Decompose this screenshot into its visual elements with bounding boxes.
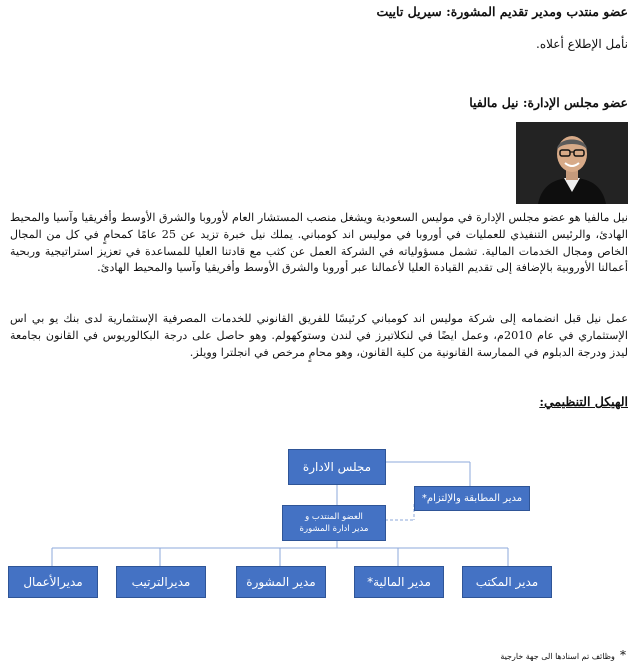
managing-director-note: نأمل الإطلاع أعلاه.: [536, 37, 628, 51]
footnote-star: *: [620, 648, 626, 662]
board-member-bio-paragraph-1: نيل مالفيا هو عضو مجلس الإدارة في موليس السعودية ويشغل منصب المستشار العام لأوروبا والشرق الأوسط وأفريقيا وآسيا والمحيط الهادئ، والرئيس التنفيذي للعمليات في أوروبا في موليس اند كومباني. يملك نيل خبرة تزيد عن 25 عامًا كمحامٍ في كل من المجال الخاص ومجال الخدمات المالية. تشمل مسؤولياته في الشركة العمل عن كثب مع قادتنا العليا للمساعدة في تعزيز استراتيجية وربحية أعمالنا الأوروبية بالإضافة إلى تقديم القيادة العليا لأعمالنا عبر أوروبا والشرق الأوسط وأفريقيا وآسيا والمحيط الهادئ.: [10, 211, 628, 275]
org-box-managing-director: [282, 505, 386, 541]
org-box-finance-manager: [354, 566, 444, 598]
org-box-board: [288, 449, 386, 485]
board-member-bio-paragraph-2: عمل نيل قبل انضمامه إلى شركة موليس اند كومباني كرئيسًا للفريق القانوني للخدمات المصرفية الإستثمارية لدى بنك يو بي اس الإستثماري في عام 2010م، وعمل ايضًا في لنكلاتيرز في لندن وستوكهولم. وهو حاصل على درجة البكالوريوس في القانون بجامعة ليدز ودرجة الدبلوم في الممارسة القانونية من كلية القانون، وهو محامٍ مرخص في انجلترا وويلز.: [10, 312, 628, 359]
org-box-office-manager: [462, 566, 552, 598]
portrait-icon: [516, 122, 628, 204]
org-box-advisory-manager: [236, 566, 326, 598]
board-member-heading: عضو مجلس الإدارة: نيل مالفيا: [469, 95, 628, 110]
org-box-md-line1: العضو المنتدب و: [305, 512, 363, 522]
org-box-compliance: [414, 486, 530, 511]
managing-director-heading: عضو منتدب ومدير تقديم المشورة: سيريل تاييت: [376, 4, 628, 19]
footnote-text: وظائف تم اسنادها الى جهة خارجية: [500, 652, 615, 661]
org-box-md-line2: مدير ادارة المشورة: [299, 524, 369, 534]
org-box-arrangement-label: مديرالترتيب: [131, 575, 191, 589]
org-structure-heading: الهيكل التنظيمي:: [539, 394, 628, 409]
portrait-photo: [516, 122, 628, 204]
org-box-compliance-label: مدير المطابقة والإلتزام*: [421, 493, 523, 504]
footnote: [226, 644, 626, 663]
org-box-board-label: مجلس الادارة: [302, 460, 372, 474]
org-box-business-manager: [8, 566, 98, 598]
org-box-arrangement-manager: [116, 566, 206, 598]
org-box-business-label: مديرالأعمال: [23, 575, 83, 589]
org-box-office-label: مدير المكتب: [475, 575, 539, 589]
org-box-finance-label: مدير المالية*: [367, 575, 431, 589]
org-box-advisory-label: مدير المشورة: [246, 575, 316, 589]
